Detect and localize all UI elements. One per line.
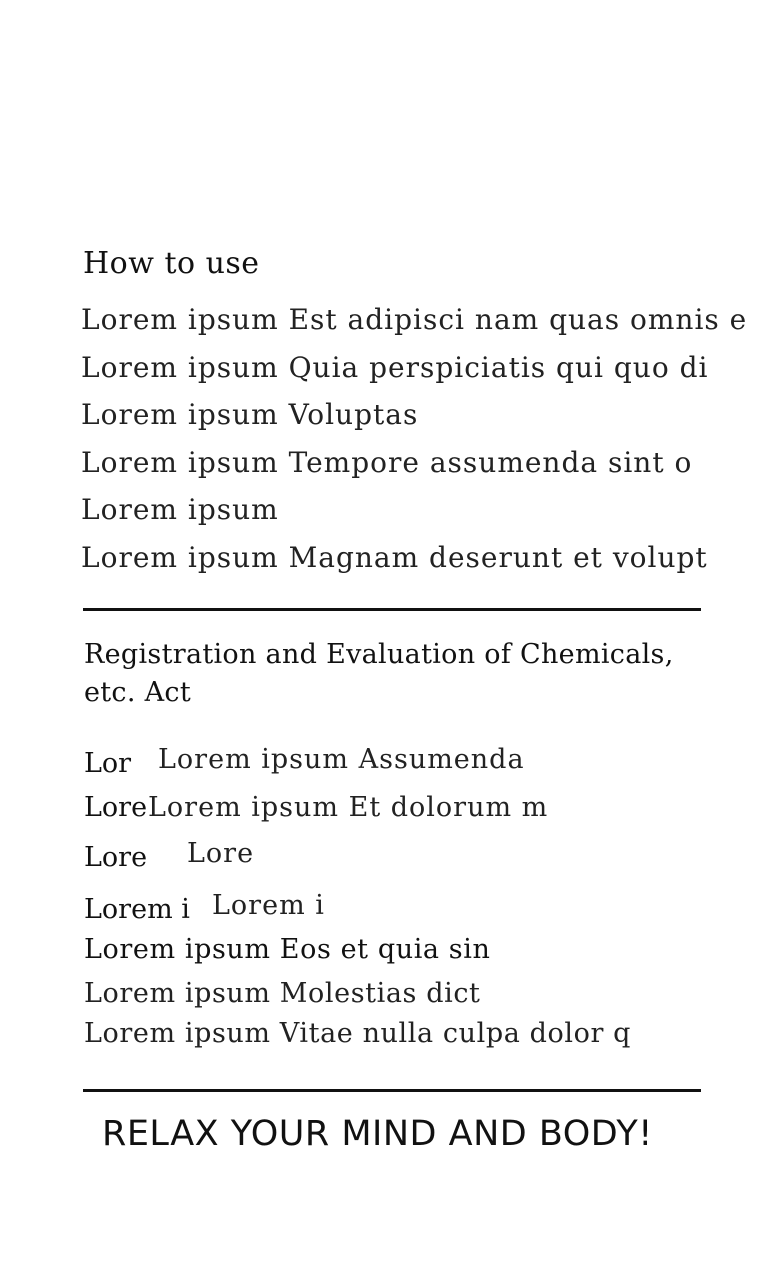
feature-line: Lorem ipsum Eos et quia sin — [84, 934, 491, 965]
spec-key: Lore — [84, 792, 148, 823]
feature-line: Lorem ipsum Vitae nulla culpa dolor q — [84, 1018, 632, 1049]
spec-key: Lore — [84, 842, 148, 873]
spec-value: Lorem ipsum Assumenda — [158, 744, 525, 775]
how-to-use-list — [81, 296, 747, 581]
spec-value: Lorem i — [212, 890, 325, 921]
registration-title: Registration and Evaluation of Chemicals, etc. Act — [84, 639, 674, 708]
how-to-use-item: Lorem ipsum Voluptas — [81, 398, 419, 431]
spec-key: Lorem i — [84, 894, 190, 925]
how-to-use-item: Lorem ipsum Tempore assumenda sint o — [81, 445, 693, 479]
how-to-use-item: Lorem ipsum Magnam deserunt et volupt — [81, 540, 708, 574]
feature-line: Lorem ipsum Molestias dict — [84, 978, 481, 1009]
spec-key: Lor — [84, 748, 132, 779]
how-to-use-title: How to use — [83, 246, 260, 281]
how-to-use-item: Lorem ipsum Quia perspiciatis qui quo di — [81, 350, 709, 384]
section-divider — [83, 1089, 701, 1092]
how-to-use-item: Lorem ipsum Est adipisci nam quas omnis e — [81, 303, 748, 336]
section-divider — [83, 608, 701, 611]
how-to-use-item: Lorem ipsum — [81, 493, 279, 526]
tagline: RELAX YOUR MIND AND BODY! — [102, 1114, 653, 1154]
spec-value: Lorem ipsum Et dolorum m — [148, 792, 549, 823]
spec-value: Lore — [187, 838, 255, 869]
